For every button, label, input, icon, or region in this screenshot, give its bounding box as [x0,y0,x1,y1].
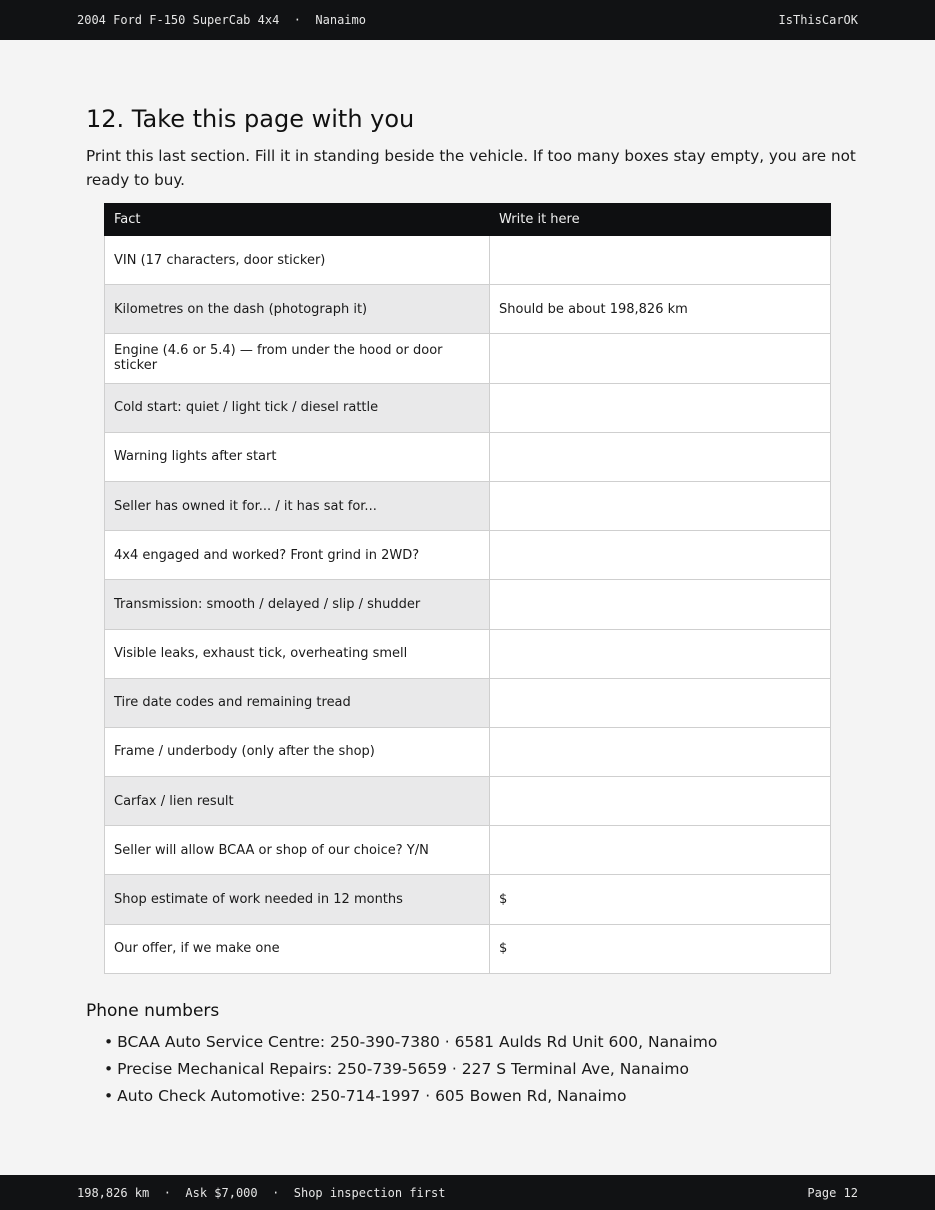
write-it-here-cell[interactable] [490,580,831,629]
bullet-icon: • [104,1086,114,1105]
fact-cell: Seller has owned it for... / it has sat for... [105,481,490,530]
phones-title: Phone numbers [86,1000,220,1021]
write-it-here-cell[interactable] [490,629,831,678]
table-header-row [105,204,831,236]
fact-cell: VIN (17 characters, door sticker) [105,236,490,285]
bullet-icon: • [104,1032,114,1051]
table-row [105,924,831,973]
write-it-here-cell[interactable] [490,334,831,383]
table-row [105,481,831,530]
vehicle-location-label: 2004 Ford F-150 SuperCab 4x4 · Nanaimo [77,13,366,27]
fact-cell: Shop estimate of work needed in 12 months [105,875,490,924]
table-row [105,580,831,629]
table-row [105,727,831,776]
table-row [105,383,831,432]
phone-entry-text: Precise Mechanical Repairs: 250-739-5659 · 227 S Terminal Ave, Nanaimo [117,1059,690,1078]
section-intro: Print this last section. Fill it in standing beside the vehicle. If too many boxes stay empty, you are not ready to buy. [86,147,856,189]
write-it-here-cell[interactable] [490,531,831,580]
write-it-here-cell[interactable] [490,236,831,285]
write-it-here-cell[interactable] [490,481,831,530]
phone-entry-text: BCAA Auto Service Centre: 250-390-7380 · 6581 Aulds Rd Unit 600, Nanaimo [117,1032,718,1051]
table-row [105,875,831,924]
table-row [105,777,831,826]
checklist-table [104,203,831,974]
fact-cell: Visible leaks, exhaust tick, overheating smell [105,629,490,678]
header-write-it-here: Write it here [490,204,831,236]
summary-label: 198,826 km · Ask $7,000 · Shop inspection first [77,1185,446,1200]
table-row [105,826,831,875]
header-fact: Fact [105,204,490,236]
bottom-bar [0,1175,935,1210]
brand-label: IsThisCarOK [778,13,858,27]
top-bar [0,0,935,40]
fact-cell: Kilometres on the dash (photograph it) [105,285,490,334]
phone-entry-text: Auto Check Automotive: 250-714-1997 · 605 Bowen Rd, Nanaimo [117,1086,627,1105]
list-item [104,1029,856,1056]
write-it-here-cell[interactable]: $ [490,924,831,973]
table-row [105,432,831,481]
main-content [86,100,856,1110]
write-it-here-cell[interactable] [490,383,831,432]
fact-cell: Engine (4.6 or 5.4) — from under the hood or door sticker [105,334,490,383]
table-row [105,285,831,334]
fact-cell: Warning lights after start [105,432,490,481]
table-row [105,531,831,580]
page-number: Page 12 [807,1185,858,1200]
table-row [105,678,831,727]
write-it-here-cell[interactable] [490,826,831,875]
write-it-here-cell[interactable]: Should be about 198,826 km [490,285,831,334]
table-row [105,236,831,285]
fact-cell: Cold start: quiet / light tick / diesel rattle [105,383,490,432]
fact-cell: Carfax / lien result [105,777,490,826]
table-row [105,334,831,383]
fact-cell: Our offer, if we make one [105,924,490,973]
list-item [104,1056,856,1083]
write-it-here-cell[interactable] [490,777,831,826]
write-it-here-cell[interactable] [490,432,831,481]
write-it-here-cell[interactable]: $ [490,875,831,924]
fact-cell: Seller will allow BCAA or shop of our choice? Y/N [105,826,490,875]
bullet-icon: • [104,1059,114,1078]
phone-list [86,1029,856,1110]
table-row [105,629,831,678]
section-title: 12. Take this page with you [86,105,415,133]
fact-cell: Frame / underbody (only after the shop) [105,727,490,776]
list-item [104,1083,856,1110]
write-it-here-cell[interactable] [490,727,831,776]
fact-cell: Transmission: smooth / delayed / slip / shudder [105,580,490,629]
fact-cell: 4x4 engaged and worked? Front grind in 2WD? [105,531,490,580]
write-it-here-cell[interactable] [490,678,831,727]
fact-cell: Tire date codes and remaining tread [105,678,490,727]
